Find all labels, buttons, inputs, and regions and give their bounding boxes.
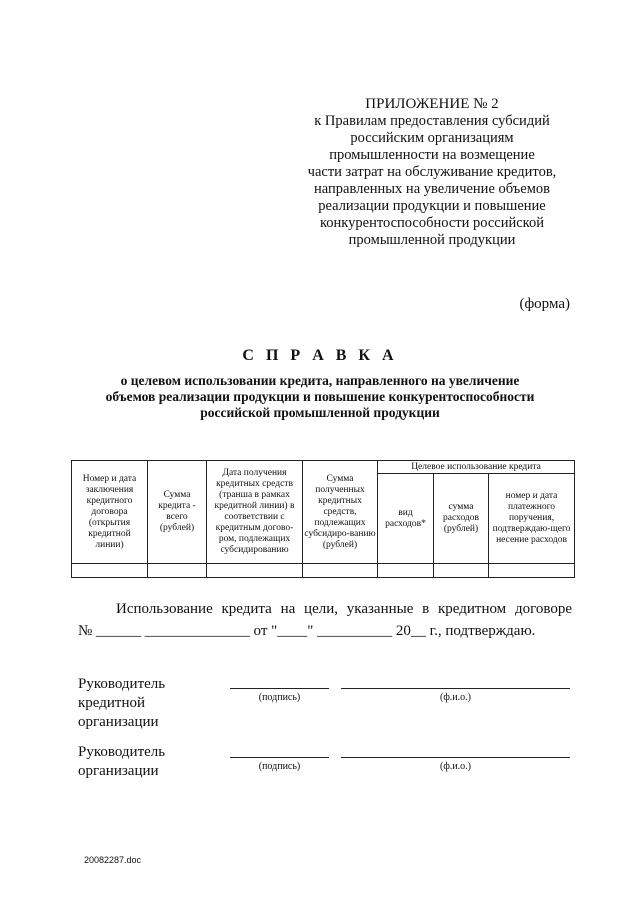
label-line: Руководитель — [78, 676, 166, 692]
signature-line — [230, 688, 329, 689]
header-expense-kind: вид расходов* — [378, 474, 434, 564]
signature-caption: (подпись) — [258, 761, 301, 772]
table-cell — [303, 564, 378, 578]
document-subtitle — [70, 373, 570, 421]
header-received-sum: Сумма полученных кредитных средств, подлежащих субсидиро-ванию (рублей) — [303, 461, 378, 564]
label-line: Руководитель — [78, 744, 166, 760]
label-line: организации — [78, 714, 159, 730]
appendix-line: направленных на увеличение объемов — [314, 181, 550, 197]
table-cell — [378, 564, 434, 578]
appendix-line: конкурентоспособности российской — [319, 215, 544, 231]
appendix-line: реализации продукции и повышение — [318, 198, 546, 214]
confirmation-text — [78, 598, 572, 642]
header-contract: Номер и дата заключения кредитного договора (открытия кредитной линии) — [72, 461, 148, 564]
appendix-header — [292, 96, 572, 249]
appendix-line: части затрат на обслуживание кредитов, — [307, 164, 557, 180]
subtitle-line: объемов реализации продукции и повышение конкурентоспособности — [105, 389, 535, 404]
subtitle-line: о целевом использовании кредита, направленного на увеличение — [120, 373, 520, 388]
appendix-line: к Правилам предоставления субсидий — [314, 113, 550, 129]
name-line — [341, 688, 570, 689]
appendix-line: промышленности на возмещение — [329, 147, 535, 163]
credit-usage-table — [71, 460, 575, 578]
confirmation-line-2: № ______ ______________ от "____" __________ 20__ г., подтверждаю. — [78, 623, 536, 639]
signature-caption: (подпись) — [258, 692, 301, 703]
table-cell — [489, 564, 575, 578]
name-caption: (ф.и.о.) — [440, 761, 471, 772]
signature-line — [230, 757, 329, 758]
table-cell — [148, 564, 207, 578]
appendix-title: ПРИЛОЖЕНИЕ № 2 — [365, 96, 499, 112]
header-payment-order: номер и дата платежного поручения, подтверждаю-щего несение расходов — [489, 474, 575, 564]
org-head-label — [78, 743, 165, 781]
subtitle-line: российской промышленной продукции — [200, 405, 440, 420]
table-cell — [207, 564, 303, 578]
appendix-line: промышленной продукции — [348, 232, 516, 248]
appendix-line: российским организациям — [350, 130, 514, 146]
document-title: С П Р А В К А — [242, 347, 398, 364]
table-row — [72, 564, 575, 578]
label-line: организации — [78, 763, 159, 779]
form-label: (форма) — [519, 296, 570, 312]
name-line — [341, 757, 570, 758]
label-line: кредитной — [78, 695, 146, 711]
table-cell — [434, 564, 489, 578]
footer-filename: 20082287.doc — [84, 855, 142, 865]
name-caption: (ф.и.о.) — [440, 692, 471, 703]
confirmation-line-1: Использование кредита на цели, указанные в кредитном договоре — [116, 601, 572, 617]
header-receipt-date: Дата получения кредитных средств (транша в рамках кредитной линии) в соответствии с кредитным догово-ром, подлежащих субсидированию — [207, 461, 303, 564]
header-expense-sum: сумма расходов (рублей) — [434, 474, 489, 564]
header-total-sum: Сумма кредита - всего (рублей) — [148, 461, 207, 564]
header-target-usage: Целевое использование кредита — [378, 461, 575, 474]
credit-org-head-label — [78, 675, 165, 732]
table-cell — [72, 564, 148, 578]
